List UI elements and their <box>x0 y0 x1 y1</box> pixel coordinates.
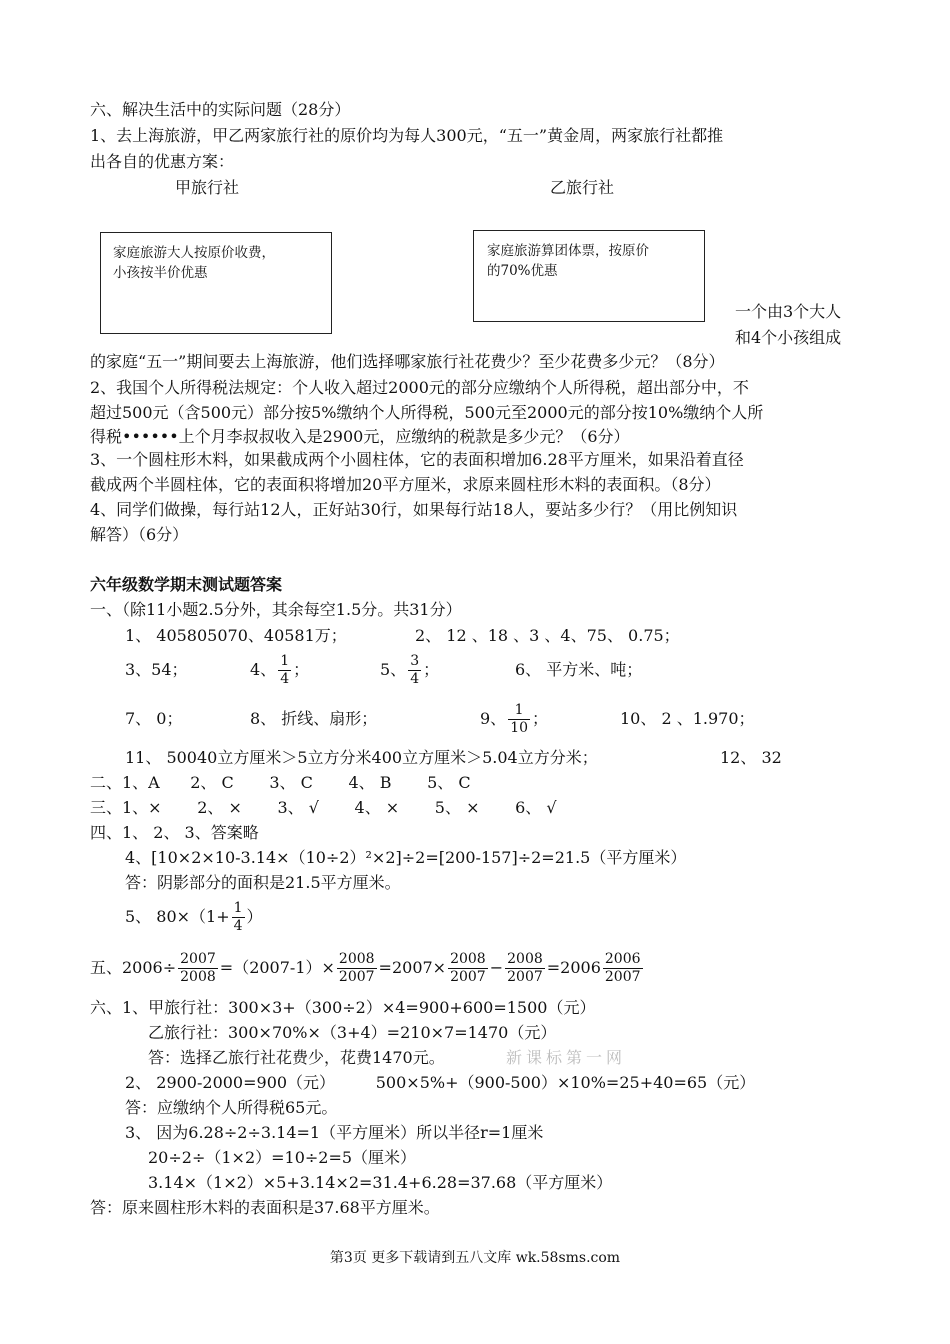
box-b-line1: 家庭旅游算团体票，按原价 <box>487 243 649 259</box>
answer-8: 8、 折线、扇形； <box>250 709 378 728</box>
fraction: $\frac{2008}{2007}$ <box>450 951 486 985</box>
fraction: $\frac{1}{4}$ <box>280 653 290 687</box>
q1-side2: 和4个小孩组成 <box>735 328 842 347</box>
q1-line1: 1、去上海旅游，甲乙两家旅行社的原价均为每人300元，“五一”黄金周，两家旅行社都推 <box>90 126 724 145</box>
answer-11: 11、 50040立方厘米＞5立方分米400立方厘米＞5.04立方分米； <box>125 748 598 767</box>
q1-line2: 出各自的优惠方案： <box>90 152 235 171</box>
answer-1: 1、 405805070、40581万； <box>125 626 347 645</box>
answer-9: 9、 $\frac{1}{10}$ ； <box>480 702 549 736</box>
q2-line1: 2、我国个人所得税法规定：个人收入超过2000元的部分应缴纳个人所得税，超出部分中，不 <box>90 378 749 397</box>
fraction: $\frac{3}{4}$ <box>410 653 420 687</box>
answers-title: 六年级数学期末测试题答案 <box>90 575 283 594</box>
fraction: $\frac{1}{4}$ <box>233 900 243 934</box>
answers-p6-1b: 乙旅行社：300×70%×（3+4）=210×7=1470（元） <box>148 1023 557 1042</box>
answer-2: 2、 12 、18 、3 、4、75、 0.75； <box>415 626 680 645</box>
answers-p4-4-answer: 答：阴影部分的面积是21.5平方厘米。 <box>125 873 401 892</box>
answers-p6-1c: 答：选择乙旅行社花费少，花费1470元。 <box>148 1048 445 1067</box>
answers-p6-2: 2、 2900-2000=900（元） 500×5%+（900-500）×10%=25+40=65（元） <box>125 1073 756 1092</box>
answer-7: 7、 0； <box>125 709 183 728</box>
answers-p2: 二、1、A 2、 C 3、 C 4、 B 5、 C <box>90 773 471 792</box>
answers-p6-3c: 3.14×（1×2）×5+3.14×2=31.4+6.28=37.68（平方厘米） <box>148 1173 613 1192</box>
answers-p6-1: 六、1、甲旅行社：300×3+（300÷2）×4=900+600=1500（元） <box>90 998 596 1017</box>
fraction: $\frac{1}{10}$ <box>510 702 529 736</box>
agency-a-label: 甲旅行社 <box>175 178 240 197</box>
agency-b-label: 乙旅行社 <box>550 178 615 197</box>
q3-line1: 3、一个圆柱形木料，如果截成两个小圆柱体，它的表面积增加6.28平方厘米，如果沿着直径 <box>90 450 744 469</box>
answers-p5: 五、2006÷ $\frac{2007}{2008}$ =（2007-1）× $\frac{2008}{2007}$ =2007× $\frac{2008}{2007}$ − $\frac{2008}{2007}$ =2006 $\frac{2006}{2007}$ <box>90 951 641 985</box>
answer-3: 3、54； <box>125 660 188 679</box>
q2-line2: 超过500元（含500元）部分按5%缴纳个人所得税，500元至2000元的部分按10%缴纳个人所 <box>90 403 764 422</box>
answers-p4: 四、1、 2、 3、答案略 <box>90 823 259 842</box>
answer-10: 10、 2 、1.970； <box>620 709 755 728</box>
q3-line2: 截成两个半圆柱体，它的表面积将增加20平方厘米，求原来圆柱形木料的表面积。（8分） <box>90 475 721 494</box>
answers-p6-3-answer: 答：原来圆柱形木料的表面积是37.68平方厘米。 <box>90 1198 440 1217</box>
q1-line3: 的家庭“五一”期间要去上海旅游，他们选择哪家旅行社花费少？至少花费多少元？（8分） <box>90 352 725 371</box>
answer-12: 12、 32 <box>720 748 782 767</box>
fraction: $\frac{2007}{2008}$ <box>180 951 216 985</box>
box-a-line1: 家庭旅游大人按原价收费， <box>113 245 275 261</box>
fraction: $\frac{2008}{2007}$ <box>507 951 543 985</box>
answers-p4-4: 4、[10×2×10-3.14×（10÷2）²×2]÷2=[200-157]÷2=21.5（平方厘米） <box>125 848 687 867</box>
q4-line1: 4、同学们做操，每行站12人，正好站30行，如果每行站18人，要站多少行？（用比例知识 <box>90 500 738 519</box>
q1-side1: 一个由3个大人 <box>735 302 842 321</box>
answer-5: 5、 $\frac{3}{4}$ ； <box>380 653 440 687</box>
fraction: $\frac{2006}{2007}$ <box>604 951 641 985</box>
answers-p1-header: 一、（除11小题2.5分外，其余每空1.5分。共31分） <box>90 600 462 619</box>
fraction: $\frac{2008}{2007}$ <box>338 951 375 985</box>
page-footer: 第3页 更多下载请到五八文库 wk.58sms.com <box>329 1250 621 1266</box>
answers-p6-3b: 20÷2÷（1×2）=10÷2=5（厘米） <box>148 1148 417 1167</box>
answers-p3: 三、1、× 2、 × 3、 √ 4、 × 5、 × 6、 √ <box>90 798 557 817</box>
box-b-line2: 的70%优惠 <box>487 263 558 279</box>
box-a-line2: 小孩按半价优惠 <box>113 265 208 281</box>
q2-line3: 得税••••••上个月李叔叔收入是2900元，应缴纳的税款是多少元？（6分） <box>90 427 630 446</box>
answers-p6-2-answer: 答：应缴纳个人所得税65元。 <box>125 1098 338 1117</box>
answer-4: 4、 $\frac{1}{4}$ ； <box>250 653 310 687</box>
watermark: 新课标第一网 <box>506 1048 627 1067</box>
answers-p4-5: 5、 80×（1+ $\frac{1}{4}$ ） <box>125 900 263 934</box>
answers-p6-3: 3、 因为6.28÷2÷3.14=1（平方厘米）所以半径r=1厘米 <box>125 1123 544 1142</box>
q4-line2: 解答）（6分） <box>90 525 189 544</box>
section6-title: 六、解决生活中的实际问题（28分） <box>90 100 351 119</box>
answer-6: 6、 平方米、吨； <box>515 660 643 679</box>
